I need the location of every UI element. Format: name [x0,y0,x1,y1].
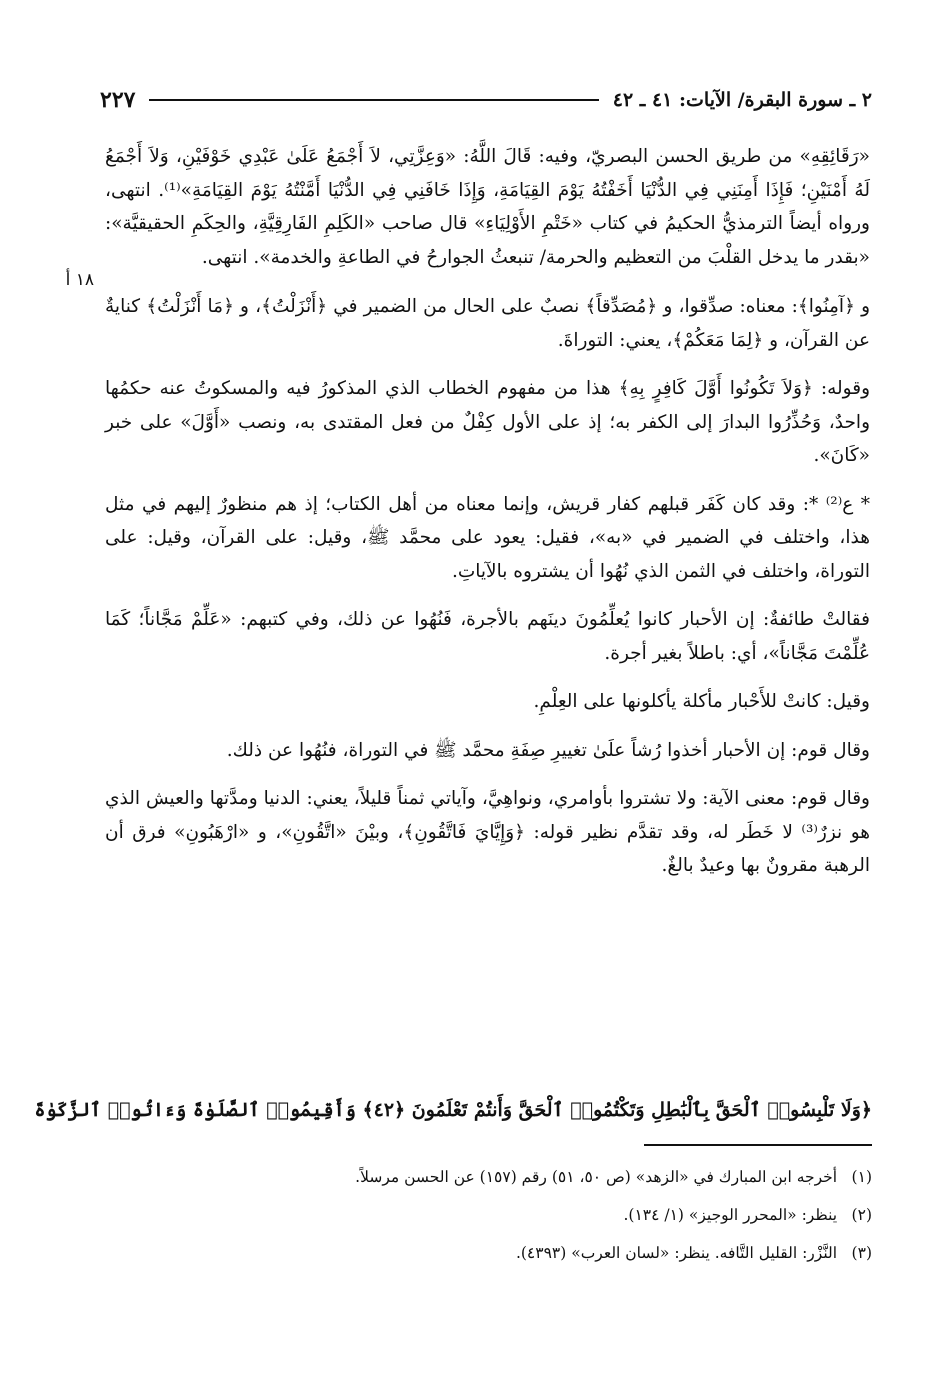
paragraph-4: * ع⁽²⁾ *: وقد كان كَفَر قبلهم كفار قريش، وإنما معناه من أهل الكتاب؛ إذ هم منظورٌ إليهم في مثل هذا، واختلف في الضمير في «به»، فقيل: يعود على محمَّد ﷺ، وقيل: على القرآن، وقيل: على التوراة، واختلف في الثمن الذي نُهُوا أن يشتروه بالآياتِ. [105,493,870,582]
paragraph-7: وقال قوم: إن الأحبار أخذوا رُشاً علَىٰ تغييرِ صِفَةِ محمَّد ﷺ في التوراة، فنُهُوا عن ذلك. [226,739,870,761]
header-rule [149,99,598,101]
footnote-text: أخرجه ابن المبارك في «الزهد» (ص ٥٠، ٥١) رقم (١٥٧) عن الحسن مرسلاً. [355,1168,838,1186]
header-title: ٢ ـ سورة البقرة/ الآيات: ٤١ ـ ٤٢ [612,89,872,111]
margin-folio-note: ١٨ أ [65,270,94,290]
main-text [105,140,870,898]
footnotes [105,1158,872,1272]
paragraph-5: فقالتْ طائفةٌ: إن الأحبار كانوا يُعلِّمُونَ دينَهم بالأجرة، فَنُهُوا عن ذلك، وفي كتبهم: «عَلِّمْ مَجَّاناً؛ كَمَا عُلِّمْتَ مَجَّاناً»، أي: باطلاً بغير أجرة. [105,609,870,664]
running-header [100,84,872,116]
paragraph-8: وقال قوم: معنى الآية: ولا تشتروا بأوامري، ونواهِيَّ، وآياتي ثمناً قليلاً، يعني: الدنيا ومدَّتها والعيش الذي هو نزرٌ⁽³⁾ لا خَطَر له، وقد تقدَّم نظير قوله: ﴿وَإِيَّايَ فَاتَّقُونِ﴾، وبيْنَ «اتَّقُونِ»، و «ارْهَبُونِ» فرق أن الرهبة مقرونٌ بها وعيدٌ بالغٌ. [105,788,871,876]
footnote-number: (١) [851,1168,872,1186]
quran-verse: ﴿وَلَا تَلْبِسُوا۟ ٱلْحَقَّ بِٱلْبَٰطِلِ وَتَكْتُمُوا۟ ٱلْحَقَّ وَأَنتُمْ تَعْلَمُونَ ﴿٤٢﴾ وَأَقِيمُوا۟ ٱلصَّلَوٰةَ وَءَاتُوا۟ ٱلزَّكَوٰةَ [34,1099,872,1121]
paragraph-3: وقوله: ﴿وَلاَ تَكُونُوا أَوَّلَ كَافِرٍ بِهِ﴾ هذا من مفهوم الخطاب الذي المذكورُ فيه والمسكوتُ عنه حكمُها واحدٌ، وَحُذِّرُوا البدارَ إلى الكفر به؛ إذ على الأول كِفْلٌ من فعل المقتدى به، ونصب «أَوَّلَ» على خبر «كَانَ». [105,378,870,466]
footnote [105,1158,872,1196]
page-number: ٢٢٧ [100,87,136,113]
footnote-text: النَّزْر: القليل التَّافه. ينظر: «لسان العرب» (٤٣٩٣). [515,1244,838,1262]
footnote-separator [644,1144,872,1146]
footnote [105,1234,872,1272]
footnote-text: ينظر: «المحرر الوجيز» (١/ ١٣٤). [623,1206,838,1224]
paragraph-1: «رَقَائِقِهِ» من طريق الحسن البصريّ، وفيه: قَالَ اللَّهُ: «وَعِزَّتِي، لاَ أَجْمَعُ عَلَىٰ عَبْدِي خَوْفَيْنِ، وَلاَ أَجْمَعُ لَهُ أَمْنَيْنِ؛ فَإِذَا أَمِنَنِي فِي الدُّنْيَا أَخَفْتُهُ يَوْمَ القِيَامَةِ، وَإِذَا خَافَنِي فِي الدُّنْيَا أَمَّنْتُهُ يَوْمَ القِيَامَةِ»⁽¹⁾. انتهى، ورواه أيضاً الترمذيُّ الحكيمُ في كتاب «خَتْمِ الأَوْلِيَاءِ» قال صاحب «الكَلِمِ الفَارِقِيَّةِ، والحِكَمِ الحقيقيَّة»: «بقدر ما يدخل القلْبَ من التعظيم والحرمة/ تنبعثُ الجوارحُ في الطاعةِ والخدمة». انتهى. [105,146,870,268]
footnote [105,1196,872,1234]
footnote-number: (٢) [851,1206,872,1224]
footnote-number: (٣) [851,1244,872,1262]
paragraph-2: و ﴿آمِنُوا﴾: معناه: صدِّقوا، و ﴿مُصَدِّقاً﴾ نصبٌ على الحال من الضمير في ﴿أَنْزَلْتُ﴾، و ﴿مَا أَنْزَلْتُ﴾ كنايةٌ عن القرآن، و ﴿لِمَا مَعَكُمْ﴾، يعني: التوراةَ. [105,296,870,351]
paragraph-6: وقيل: كانتْ للأَحْبار مأكلة يأكلونها على العِلْمِ. [533,691,870,712]
